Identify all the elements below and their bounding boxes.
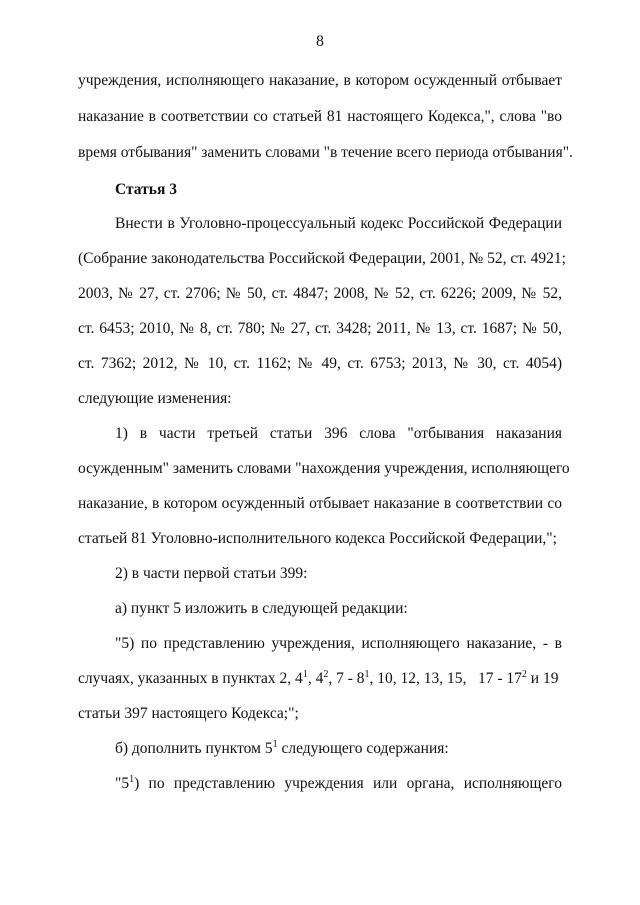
text-line: наказание в соответствии со статьей 81 настоящего Кодекса,", слова "во bbox=[78, 108, 562, 125]
text-line: "$5^1$) по представлению учреждения или органа, исполняющего bbox=[115, 773, 562, 792]
page-number: 8 bbox=[316, 33, 324, 50]
text-line: статьей 81 Уголовно-исполнительного кодекса Российской Федерации,"; bbox=[78, 530, 557, 547]
text-line: 2) в части первой статьи 399: bbox=[115, 565, 308, 582]
text-line: следующие изменения: bbox=[78, 390, 232, 407]
text-line: ст. 6453; 2010, № 8, ст. 780; № 27, ст. 3428; 2011, № 13, ст. 1687; № 50, bbox=[78, 320, 562, 337]
text-line: случаях, указанных в пунктах 2, $4^1$, $4^2$, $7 - 8^1$, 10, 12, 13, 15, $17 - 17^2$ и 19 bbox=[78, 668, 559, 687]
text-line: 1) в части третьей статьи 396 слова "отбывания наказания bbox=[115, 425, 562, 442]
article-heading: Статья 3 bbox=[115, 181, 177, 198]
text-line: осужденным" заменить словами "нахождения учреждения, исполняющего bbox=[78, 460, 570, 477]
text-line: а) пункт 5 изложить в следующей редакции: bbox=[115, 600, 408, 617]
text-line: статьи 397 настоящего Кодекса;"; bbox=[78, 705, 299, 722]
text-line: время отбывания" заменить словами "в течение всего периода отбывания". bbox=[78, 144, 573, 161]
text-line: 2003, № 27, ст. 2706; № 50, ст. 4847; 2008, № 52, ст. 6226; 2009, № 52, bbox=[78, 285, 562, 302]
text-line: Внести в Уголовно-процессуальный кодекс Российской Федерации bbox=[115, 215, 562, 232]
text-line: б) дополнить пунктом $5^1$ следующего содержания: bbox=[115, 738, 449, 757]
text-line: учреждения, исполняющего наказание, в котором осужденный отбывает bbox=[78, 72, 562, 89]
text-line: (Собрание законодательства Российской Федерации, 2001, № 52, ст. 4921; bbox=[78, 250, 566, 267]
text-line: наказание, в котором осужденный отбывает наказание в соответствии со bbox=[78, 495, 562, 512]
text-line: ст. 7362; 2012, № 10, ст. 1162; № 49, ст. 6753; 2013, № 30, ст. 4054) bbox=[78, 355, 562, 372]
text-line: "5) по представлению учреждения, исполняющего наказание, - в bbox=[115, 635, 562, 652]
